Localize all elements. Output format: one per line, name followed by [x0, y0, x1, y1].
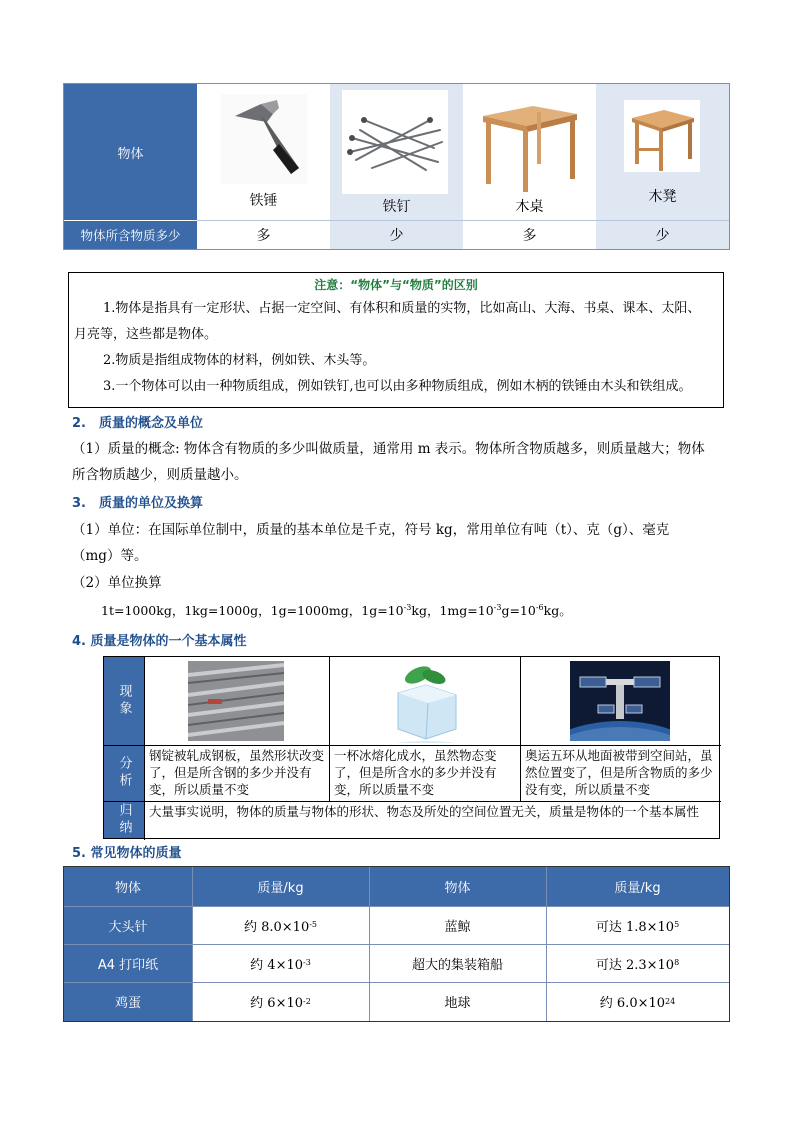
label-analysis: [104, 745, 144, 801]
mass-text: 约 4×10: [250, 957, 304, 973]
divider: [329, 657, 330, 801]
section-3-line2: （mg）等。: [72, 548, 148, 564]
amount-text: 多: [256, 228, 271, 244]
header-object: 物体: [64, 867, 192, 906]
mass-value: 可达 1.8×10 5: [546, 906, 729, 944]
note-p3: 3.一个物体可以由一种物质组成，例如铁钉,也可以由多种物质组成，例如木柄的铁锤由木头和铁组成。: [103, 379, 692, 394]
note-p1: 1.物体是指具有一定形状、占据一定空间、有体积和质量的实物，比如高山、大海、书桌、课本、太阳、: [103, 301, 701, 316]
item-name-text: 铁锤: [249, 193, 278, 209]
cell-hammer: [197, 84, 330, 220]
label-phenomenon: [104, 657, 144, 745]
row-label: 鸡蛋: [64, 982, 192, 1021]
row-label-object-text: 物体: [117, 146, 144, 162]
amount-text: 多: [522, 228, 537, 244]
mass-text: 可达 2.3×10: [595, 957, 675, 973]
object-name: 超大的集装箱船: [411, 957, 503, 973]
label-summary: [104, 801, 144, 838]
amount-cell: [463, 221, 596, 249]
section-4-title: 4. 质量是物体的一个基本属性: [72, 634, 247, 649]
ice-cube-image: [380, 659, 470, 743]
note-p1-cont: 月亮等，这些都是物体。: [74, 327, 218, 342]
table-image: [477, 92, 581, 194]
amount-cell: [330, 221, 463, 249]
amount-cell: [596, 221, 729, 249]
space-station-image: [570, 661, 670, 741]
divider: [197, 220, 729, 221]
item-name: [330, 190, 463, 216]
mass-table: [63, 866, 730, 1022]
summary-text: 大量事实说明，物体的质量与物体的形状、物态及所处的空间位置无关，质量是物体的一个基本属性: [149, 804, 700, 819]
header-mass: 质量/kg: [546, 867, 729, 906]
mass-value: 约 4×10 -3: [192, 944, 369, 982]
section-2-line2: 所含物质越少，则质量越小。: [72, 467, 248, 483]
note-p2: 2.物质是指组成物体的材料，例如铁、木头等。: [103, 353, 376, 368]
item-name-text: 铁钉: [382, 199, 411, 215]
item-name-text: 木凳: [648, 189, 677, 205]
section-2-title: 2. 质量的概念及单位: [72, 416, 203, 431]
conv-text: kg，1mg=10: [411, 603, 494, 618]
conv-text: g=10: [501, 603, 536, 618]
item-name: [197, 184, 330, 210]
section-3-title: 3. 质量的单位及换算: [72, 496, 203, 511]
analysis-text: 奥运五环从地面被带到空间站，虽然位置变了，但是所含物质的多少没有变，所以质量不变: [525, 748, 713, 797]
divider: [104, 745, 721, 746]
header-mass: 质量/kg: [192, 867, 369, 906]
mass-text: 约 6.0×10: [599, 996, 666, 1011]
mass-value: 约 8.0×10 -5: [192, 906, 369, 944]
divider: [520, 657, 521, 801]
divider: [64, 220, 197, 221]
cell-wooden-table: [463, 84, 596, 220]
analysis-text: 一杯冰熔化成水，虽然物态变了，但是所含水的多少并没有变，所以质量不变: [334, 748, 497, 797]
section-3-line3: （2）单位换算: [72, 575, 162, 591]
divider: [104, 801, 721, 802]
item-name-text: 木桌: [515, 199, 544, 215]
stool-image: [624, 100, 700, 172]
section-2-line1: （1）质量的概念: 物体含有物质的多少叫做质量，通常用 m 表示。物体所含物质越多，则质量越大；物体: [72, 441, 705, 457]
amount-text: 少: [389, 228, 404, 244]
item-name: [463, 190, 596, 216]
divider: [64, 906, 729, 907]
object-name: 蓝鲸: [444, 919, 471, 935]
amount-cell: [197, 221, 330, 249]
objects-table: [63, 83, 730, 250]
cell-nails: [330, 84, 463, 220]
divider: [64, 944, 729, 945]
header-object: 物体: [369, 867, 546, 906]
conv-text: kg。: [543, 603, 572, 618]
property-table: [103, 656, 720, 839]
conv-text: 1t=1000kg，1kg=1000g，1g=1000mg，1g=10: [101, 603, 404, 618]
note-box: [68, 272, 724, 408]
divider: [144, 657, 145, 840]
row-label-amount-text: 物体所含物质多少: [80, 227, 181, 243]
item-name: [596, 180, 729, 206]
divider: [64, 982, 729, 983]
hammer-image: [221, 94, 307, 184]
note-title: 注意：“物体”与“物质”的区别: [314, 278, 478, 292]
nails-image: [342, 90, 448, 194]
cell-stool: [596, 84, 729, 220]
section-5-title: 5. 常见物体的质量: [72, 846, 182, 861]
mass-text: 约 8.0×10: [243, 919, 310, 935]
conv-exp: -6: [535, 602, 544, 612]
section-3-line1: （1）单位：在国际单位制中，质量的基本单位是千克，符号 kg，常用单位有吨（t）、克（g）、毫克: [72, 522, 670, 538]
conv-exp: -3: [493, 602, 502, 612]
label-text: 分析: [116, 756, 132, 790]
amount-text: 少: [655, 228, 670, 244]
conv-exp: -3: [403, 602, 412, 612]
label-text: 现象: [116, 684, 132, 718]
mass-text: 可达 1.8×10: [595, 919, 675, 935]
mass-value: 可达 2.3×10 8: [546, 944, 729, 982]
mass-text: 约 6×10: [250, 996, 304, 1011]
analysis-text: 钢锭被轧成钢板，虽然形状改变了，但是所含钢的多少并没有变，所以质量不变: [149, 748, 325, 797]
row-label: A4 打印纸: [64, 944, 192, 982]
unit-conversion: [101, 598, 572, 624]
steel-plates-image: [188, 661, 284, 741]
mass-value: 约 6×10 -2: [192, 982, 369, 1021]
row-label: 大头针: [64, 906, 192, 944]
object-name: 地球: [444, 996, 471, 1011]
row-label-object: [64, 84, 197, 220]
row-label-amount: [64, 220, 197, 249]
label-text: 归纳: [116, 802, 132, 837]
mass-value: 约 6.0×10 24: [546, 982, 729, 1021]
